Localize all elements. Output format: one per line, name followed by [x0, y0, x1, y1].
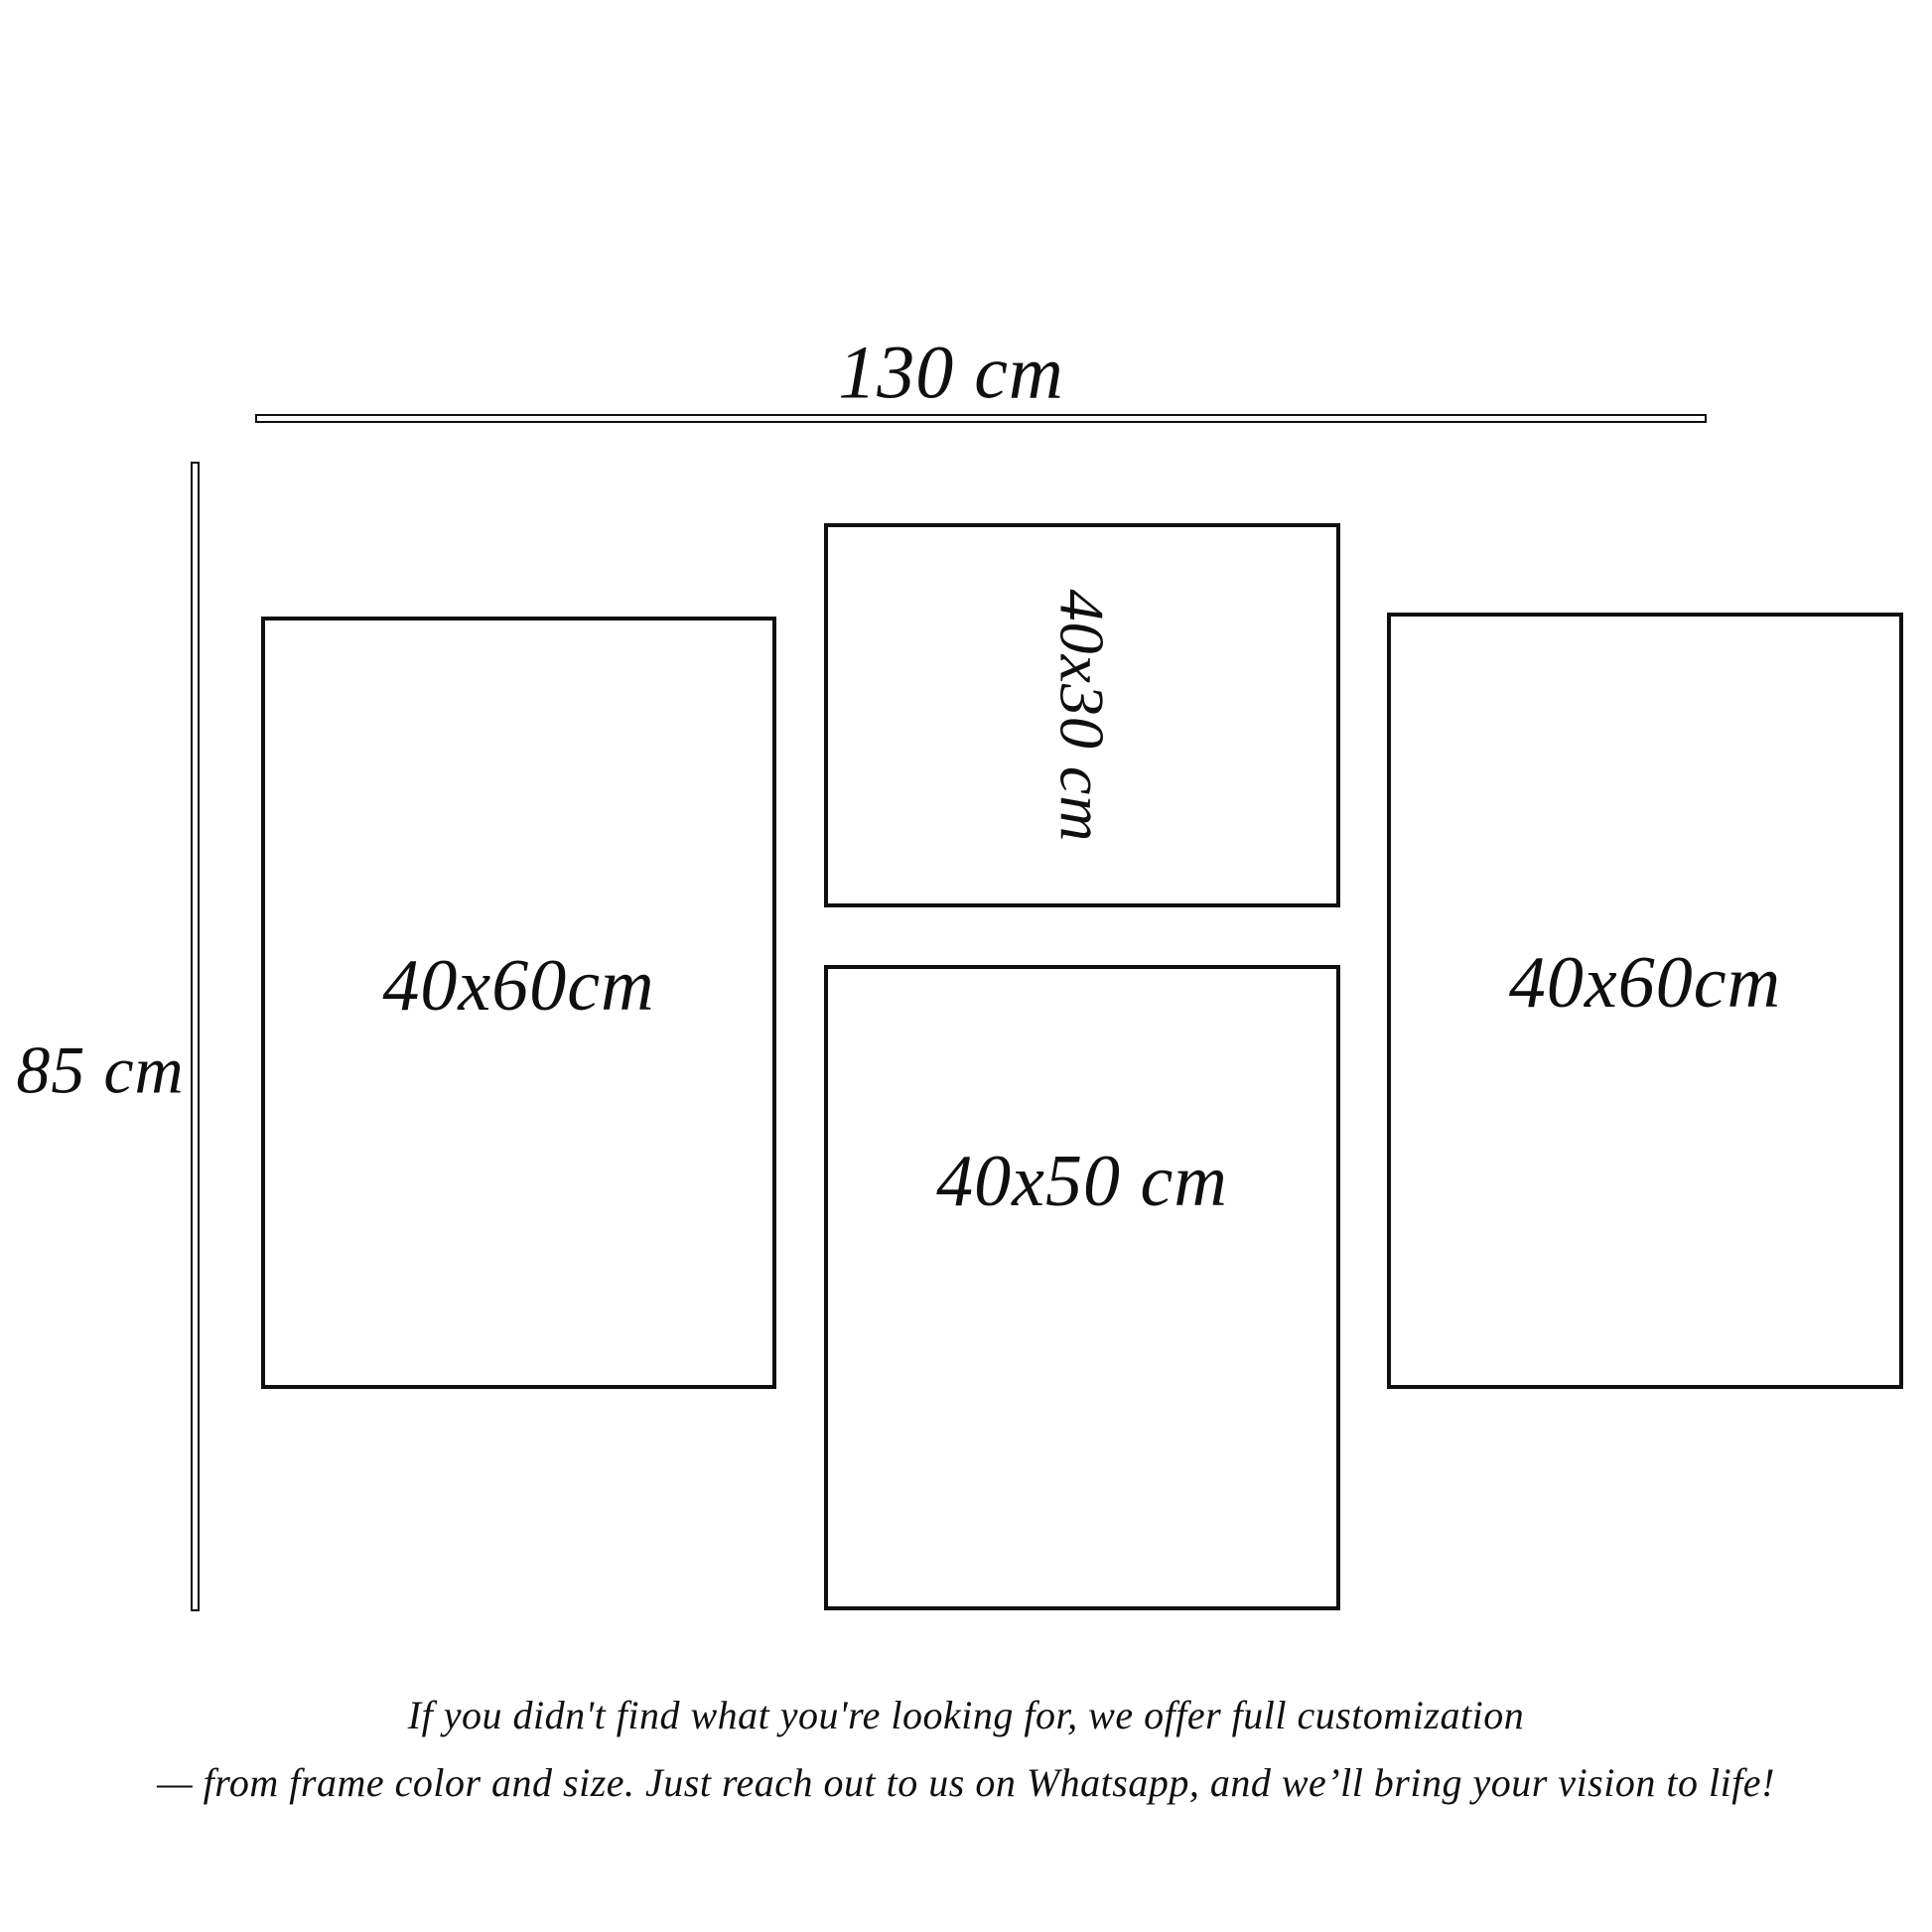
width-dimension-line: [255, 414, 1707, 423]
frame-top-middle-size-label: 40x30 cm: [1047, 588, 1118, 843]
frame-left-40x60: [261, 617, 776, 1389]
frame-top-middle-40x30: [824, 523, 1340, 907]
footer-note-line-2: — from frame color and size. Just reach out to us on Whatsapp, and we’ll bring your vision to life!: [157, 1760, 1775, 1805]
footer-note: [0, 1682, 1932, 1817]
frame-left-size-label: 40x60cm: [382, 944, 655, 1027]
height-dimension-line: [191, 462, 200, 1611]
width-dimension-label: 130 cm: [838, 331, 1064, 415]
footer-note-line-1: If you didn't find what you're looking for, we offer full customization: [407, 1693, 1525, 1737]
frame-right-size-label: 40x60cm: [1508, 941, 1782, 1024]
height-dimension-label: 85 cm: [16, 1032, 185, 1108]
frame-bottom-middle-size-label: 40x50 cm: [936, 1140, 1228, 1222]
frame-right-40x60: [1387, 613, 1903, 1389]
frame-bottom-middle-40x50: [824, 965, 1340, 1610]
